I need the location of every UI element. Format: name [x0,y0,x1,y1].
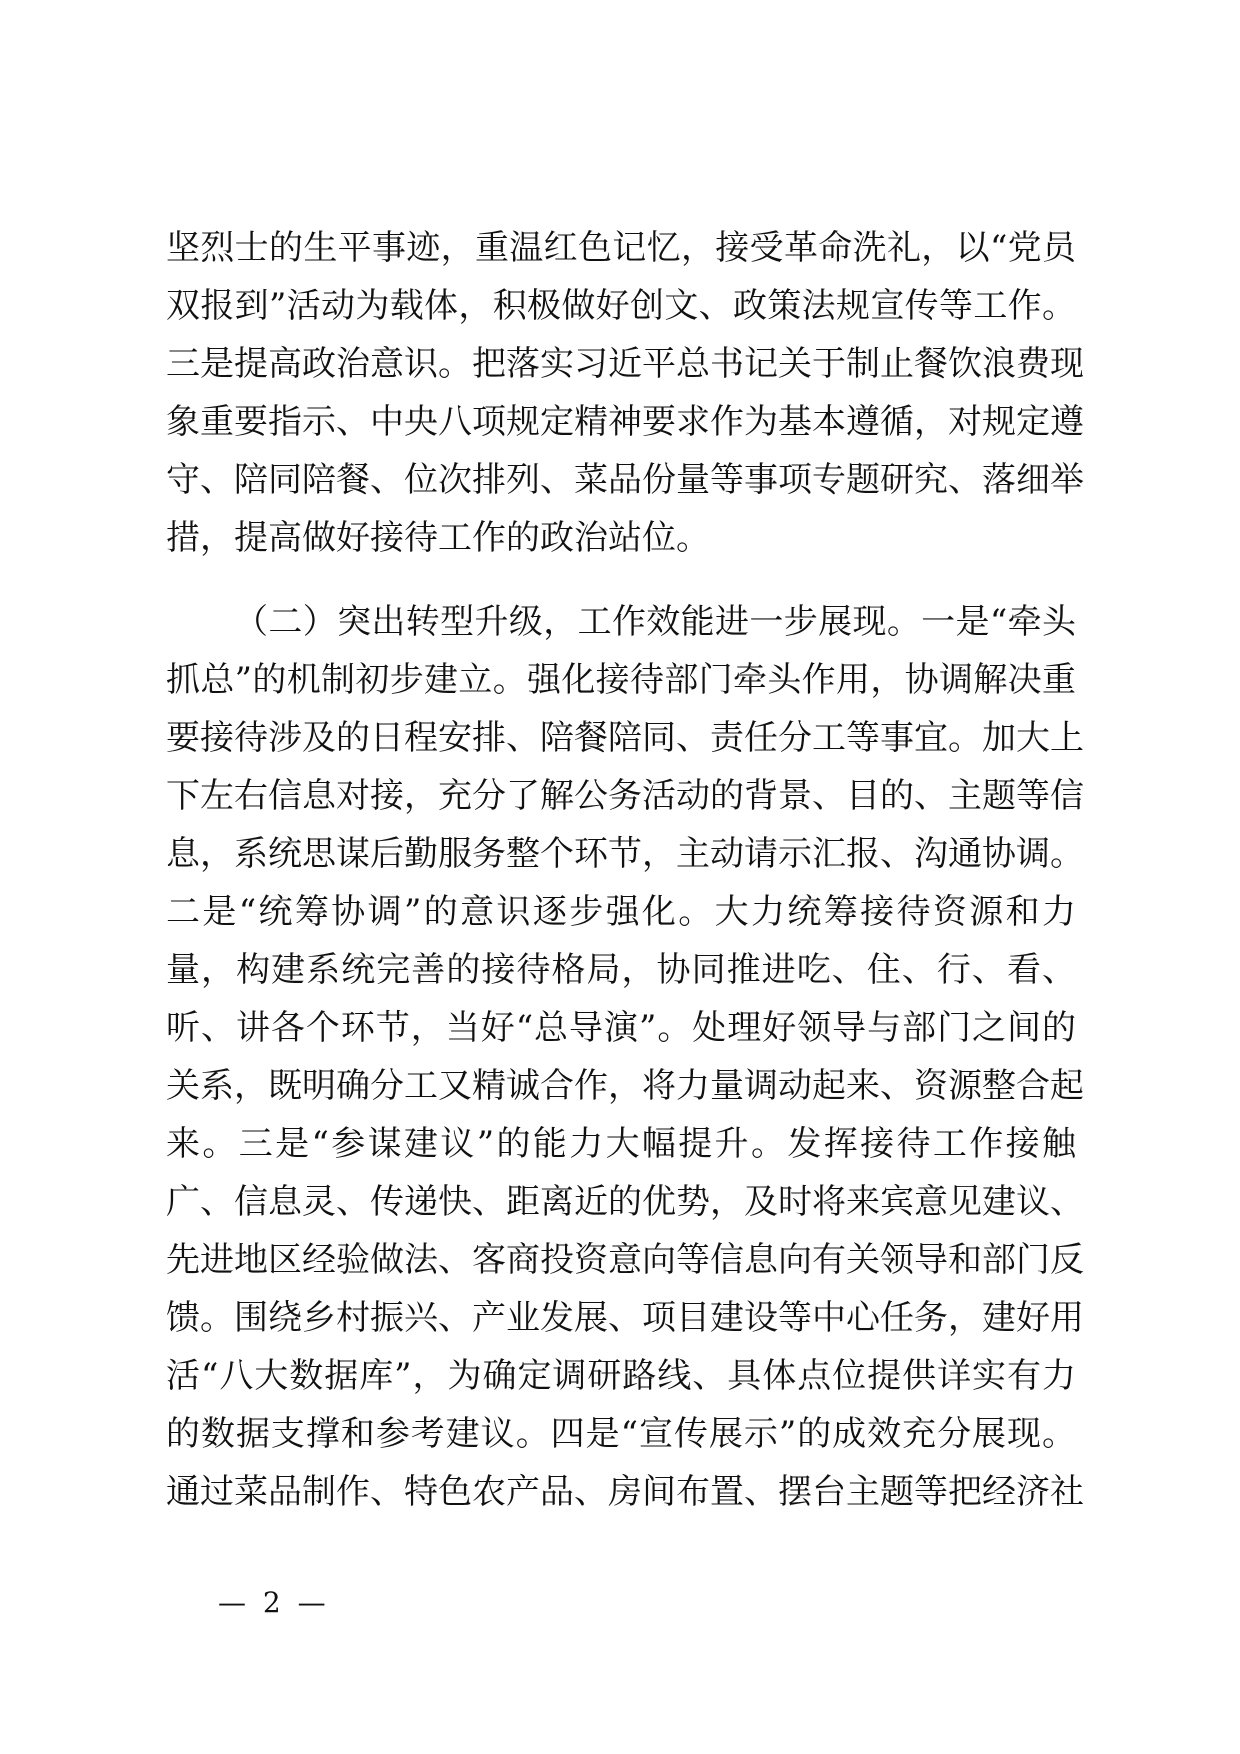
page-number: — 2 — [218,1586,330,1619]
text-line: 三是提高政治意识。把落实习近平总书记关于制止餐饮浪费现 [166,344,1084,384]
text-line: 下左右信息对接，充分了解公务活动的背景、目的、主题等信 [166,776,1084,816]
text-line: 听、讲各个环节，当好“总导演”。处理好领导与部门之间的 [166,1008,1076,1048]
text-line: 通过菜品制作、特色农产品、房间布置、摆台主题等把经济社 [166,1472,1084,1512]
text-line: 坚烈士的生平事迹，重温红色记忆，接受革命洗礼，以“党员 [166,228,1076,268]
text-line: 要接待涉及的日程安排、陪餐陪同、责任分工等事宜。加大上 [166,718,1084,758]
text-line: 守、陪同陪餐、位次排列、菜品份量等事项专题研究、落细举 [166,460,1084,500]
text-line: 抓总”的机制初步建立。强化接待部门牵头作用，协调解决重 [166,660,1076,700]
text-line: 关系，既明确分工又精诚合作，将力量调动起来、资源整合起 [166,1066,1084,1106]
section-heading-line: （二）突出转型升级，工作效能进一步展现。一是“牵头 [234,602,1076,642]
text-line: 量，构建系统完善的接待格局，协同推进吃、住、行、看、 [166,950,1076,990]
text-line: 的数据支撑和参考建议。四是“宣传展示”的成效充分展现。 [166,1414,1076,1454]
text-line: 先进地区经验做法、客商投资意向等信息向有关领导和部门反 [166,1240,1084,1280]
text-line: 来。三是“参谋建议”的能力大幅提升。发挥接待工作接触 [166,1124,1076,1164]
text-line: 措，提高做好接待工作的政治站位。 [166,518,710,558]
text-line: 双报到”活动为载体，积极做好创文、政策法规宣传等工作。 [166,286,1076,326]
text-line: 象重要指示、中央八项规定精神要求作为基本遵循，对规定遵 [166,402,1084,442]
paragraph-1 [166,219,1084,567]
text-line: 馈。围绕乡村振兴、产业发展、项目建设等中心任务，建好用 [166,1298,1084,1338]
text-line: 息，系统思谋后勤服务整个环节，主动请示汇报、沟通协调。 [166,834,1084,874]
text-line: 广、信息灵、传递快、距离近的优势，及时将来宾意见建议、 [166,1182,1084,1222]
paragraph-2 [166,593,1084,1521]
text-line: 活“八大数据库”，为确定调研路线、具体点位提供详实有力 [166,1356,1076,1396]
text-line: 二是“统筹协调”的意识逐步强化。大力统筹接待资源和力 [166,892,1076,932]
